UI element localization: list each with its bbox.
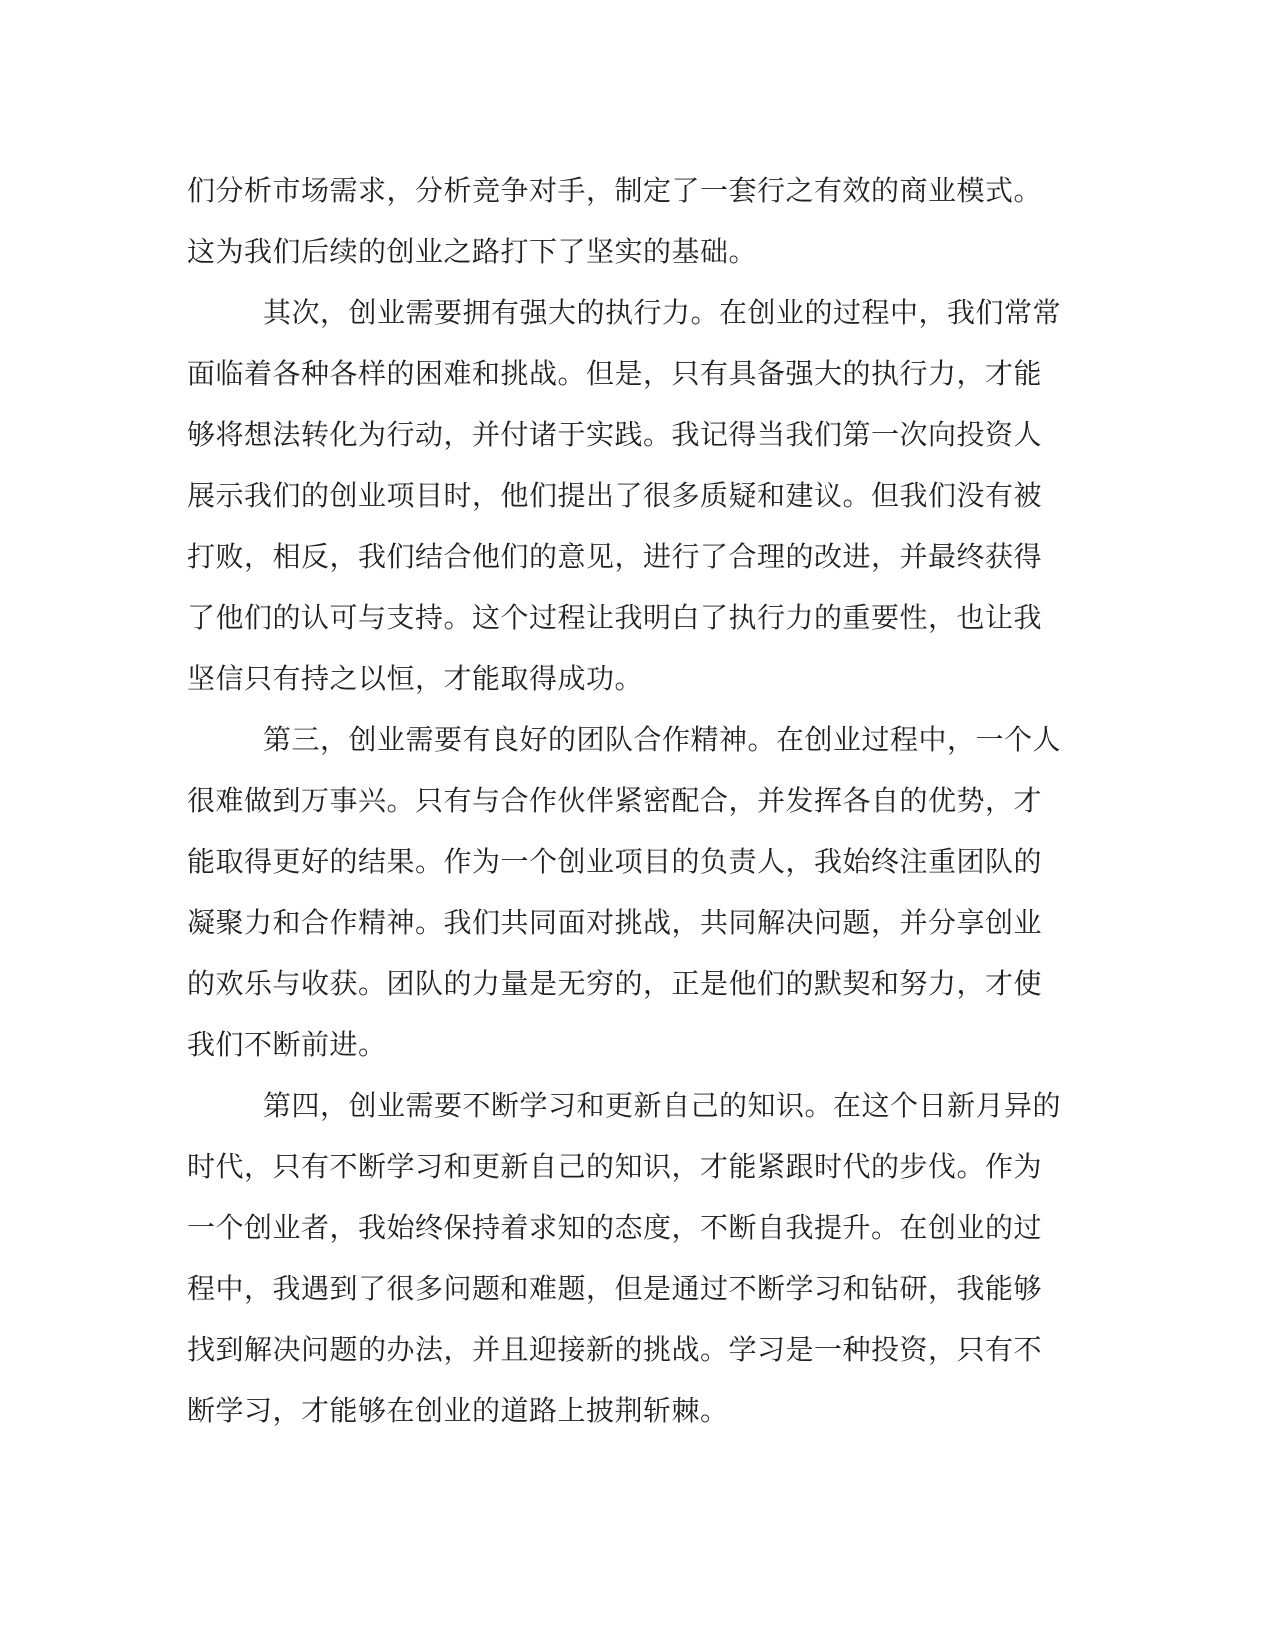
text-line-indented: 第三，创业需要有良好的团队合作精神。在创业过程中，一个人 [263, 723, 1062, 756]
text-line: 展示我们的创业项目时，他们提出了很多质疑和建议。但我们没有被 [187, 479, 1043, 512]
text-line: 面临着各种各样的困难和挑战。但是，只有具备强大的执行力，才能 [187, 357, 1043, 390]
text-line: 很难做到万事兴。只有与合作伙伴紧密配合，并发挥各自的优势，才 [187, 784, 1043, 817]
text-line: 这为我们后续的创业之路打下了坚实的基础。 [187, 235, 758, 268]
text-line: 够将想法转化为行动，并付诸于实践。我记得当我们第一次向投资人 [187, 418, 1043, 451]
text-line: 我们不断前进。 [187, 1028, 387, 1061]
paragraph-execution [187, 282, 1077, 709]
paragraph-learning [187, 1075, 1077, 1441]
text-line: 时代，只有不断学习和更新自己的知识，才能紧跟时代的步伐。作为 [187, 1150, 1043, 1183]
text-line: 的欢乐与收获。团队的力量是无穷的，正是他们的默契和努力，才使 [187, 967, 1043, 1000]
text-line-indented: 第四，创业需要不断学习和更新自己的知识。在这个日新月异的 [263, 1089, 1062, 1122]
text-line: 凝聚力和合作精神。我们共同面对挑战，共同解决问题，并分享创业 [187, 906, 1043, 939]
text-line: 一个创业者，我始终保持着求知的态度，不断自我提升。在创业的过 [187, 1211, 1043, 1244]
text-line: 能取得更好的结果。作为一个创业项目的负责人，我始终注重团队的 [187, 845, 1043, 878]
document-body [187, 160, 1077, 1441]
text-line: 找到解决问题的办法，并且迎接新的挑战。学习是一种投资，只有不 [187, 1333, 1043, 1366]
text-line: 们分析市场需求，分析竞争对手，制定了一套行之有效的商业模式。 [187, 174, 1043, 207]
paragraph-teamwork [187, 709, 1077, 1075]
paragraph-continued [187, 160, 1077, 282]
text-line: 了他们的认可与支持。这个过程让我明白了执行力的重要性，也让我 [187, 601, 1043, 634]
text-line-indented: 其次，创业需要拥有强大的执行力。在创业的过程中，我们常常 [263, 296, 1062, 329]
text-line: 程中，我遇到了很多问题和难题，但是通过不断学习和钻研，我能够 [187, 1272, 1043, 1305]
text-line: 打败，相反，我们结合他们的意见，进行了合理的改进，并最终获得 [187, 540, 1043, 573]
text-line: 坚信只有持之以恒，才能取得成功。 [187, 662, 644, 695]
text-line: 断学习，才能够在创业的道路上披荆斩棘。 [187, 1394, 729, 1427]
